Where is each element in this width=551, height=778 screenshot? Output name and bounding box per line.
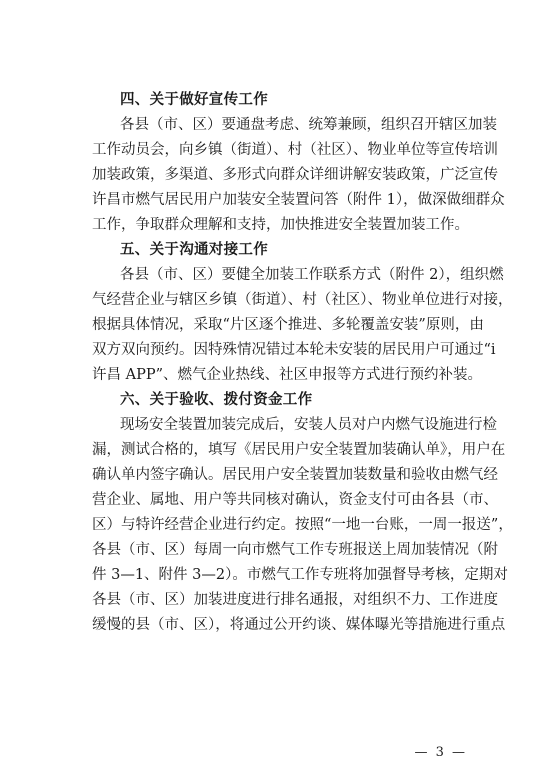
section-paragraph-acceptance-funding [92, 413, 513, 638]
paragraph-line: 现场安全装置加装完成后，安装人员对户内燃气设施进行检 [120, 417, 497, 433]
paragraph-line: 工作动员会，向乡镇（街道）、村（社区）、物业单位等宣传培训 [92, 142, 498, 158]
paragraph-line: 缓慢的县（市、区），将通过公开约谈、媒体曝光等措施进行重点 [92, 617, 506, 633]
paragraph-line: 气经营企业与辖区乡镇（街道）、村（社区）、物业单位进行对接， [92, 292, 513, 308]
paragraph-line: 各县（市、区）要通盘考虑、统筹兼顾，组织召开辖区加装 [120, 117, 497, 133]
paragraph-line: 各县（市、区）每周一向市燃气工作专班报送上周加装情况（附 [92, 542, 498, 558]
paragraph-line: 双方双向预约。因特殊情况错过本轮未安装的居民用户可通过“i [92, 342, 496, 358]
page-number: — 3 — [414, 745, 467, 760]
paragraph-line: 各县（市、区）要健全加装工作联系方式（附件 2），组织燃 [120, 267, 504, 283]
paragraph-line: 确认单内签字确认。居民用户安全装置加装数量和验收由燃气经 [92, 467, 498, 483]
paragraph-line: 许昌市燃气居民用户加装安全装置问答（附件 1），做深做细群众 [92, 192, 505, 208]
section-heading-communication: 五、关于沟通对接工作 [120, 242, 268, 258]
paragraph-line: 区）与特许经营企业进行约定。按照“一地一台账，一周一报送”， [92, 517, 513, 533]
paragraph-line: 许昌 APP”、燃气企业热线、社区申报等方式进行预约补装。 [92, 367, 483, 383]
paragraph-line: 营企业、属地、用户等共同核对确认，资金支付可由各县（市、 [92, 492, 498, 508]
paragraph-line: 各县（市、区）加装进度进行排名通报，对组织不力、工作进度 [92, 592, 498, 608]
document-body [92, 88, 513, 638]
section-paragraph-publicity [92, 113, 505, 238]
section-heading-acceptance-funding: 六、关于验收、拨付资金工作 [120, 392, 313, 408]
paragraph-line: 漏，测试合格的，填写《居民用户安全装置加装确认单》，用户在 [92, 442, 506, 458]
paragraph-line: 加装政策，多渠道、多形式向群众详细讲解安装政策，广泛宣传 [92, 167, 498, 183]
paragraph-line: 根据具体情况，采取“片区逐个推进、多轮覆盖安装”原则，由 [92, 317, 484, 333]
section-paragraph-communication [92, 263, 513, 388]
paragraph-line: 工作，争取群众理解和支持，加快推进安全装置加装工作。 [92, 217, 469, 233]
section-heading-publicity: 四、关于做好宣传工作 [120, 92, 268, 108]
paragraph-line: 件 3—1、附件 3—2）。市燃气工作专班将加强督导考核，定期对 [92, 567, 508, 583]
